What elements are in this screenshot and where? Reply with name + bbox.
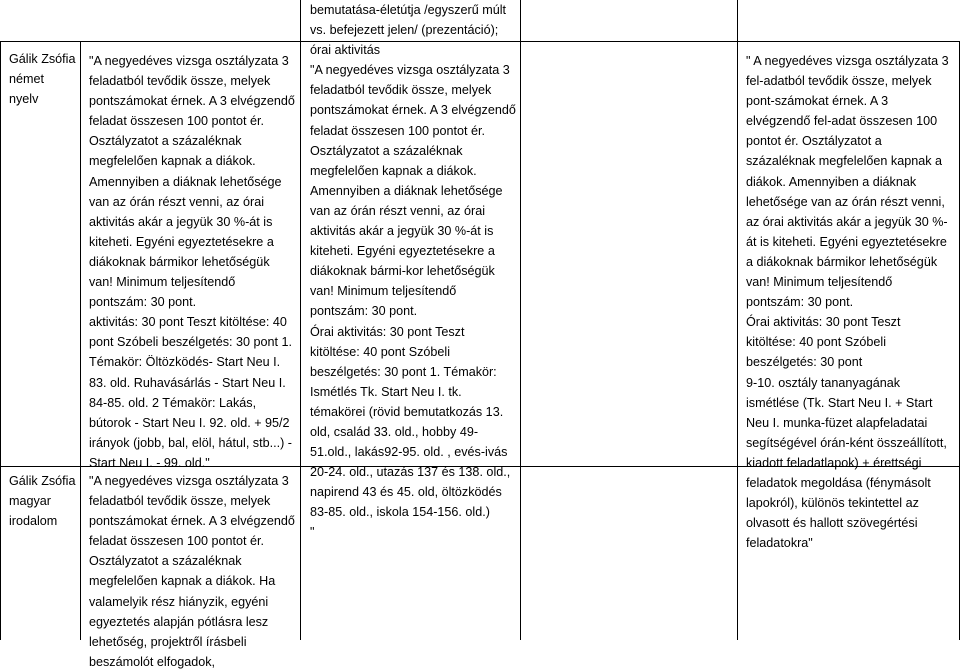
cell-text-line: feladat összesen 100 pontot ér. xyxy=(89,114,265,129)
teacher-name: Gálik Zsófia xyxy=(9,52,76,66)
cell-text-line: " A negyedéves vizsga osztályzata 3 xyxy=(746,54,949,68)
cell-text-line: "A negyedéves vizsga osztályzata 3 xyxy=(310,63,510,78)
exam-description-cell xyxy=(746,51,959,553)
cell-text-line: bútorok - Start Neu I. 92. old. + 95/2 xyxy=(89,415,290,430)
cell-text-line: pontot ér. Osztályzatot a xyxy=(746,134,882,149)
cell-text-line: 83-85. old., iskola 154-156. old.) xyxy=(310,505,490,520)
cell-text-line: pontszám: 30 pont. xyxy=(746,295,854,310)
cell-text-line: feladatból tevődik össze, melyek xyxy=(89,74,271,89)
cell-text-line: Ismétlés Tk. Start Neu I. tk. xyxy=(310,384,462,399)
cell-text-line: Osztályzatot a százaléknak xyxy=(89,554,242,569)
cell-text-line: diákoknak bármi-kor lehetőségük xyxy=(310,264,495,279)
cell-text-line: Amennyiben a diáknak lehetősége xyxy=(310,183,503,198)
cell-text-line: Neu I. munka-füzet alapfeladatai xyxy=(746,415,928,430)
cell-text-line: old, család 33. old., hobby 49- xyxy=(310,424,479,439)
cell-text-line: az órai aktivitás akár a jegyük 30 %- xyxy=(746,214,948,229)
cell-text-line: feladatból tevődik össze, melyek xyxy=(310,83,492,98)
subject-line: nyelv xyxy=(9,92,39,106)
cell-text-line: van az órán részt venni, az órai xyxy=(310,203,486,218)
subject-line: irodalom xyxy=(9,514,58,528)
cell-text-line: órai aktivitás xyxy=(310,43,380,58)
cell-text-line: aktivitás: 30 pont Teszt kitöltése: 40 xyxy=(89,315,287,330)
exam-description-cell xyxy=(89,51,299,473)
cell-text-line: segítségével órán-ként összeállított, xyxy=(746,435,947,450)
cell-text-line: pontszámokat érnek. A 3 elvégzendő xyxy=(89,514,295,529)
cell-text-line: Amennyiben a diáknak lehetősége xyxy=(89,174,282,189)
cell-text-line: lapokról), különös tekintettel az xyxy=(746,496,919,511)
cell-text-line: valamelyik rész hiányzik, egyéni xyxy=(89,594,269,609)
cell-text-line: 9-10. osztály tananyagának xyxy=(746,375,901,390)
cell-text-line: olvasott és hallott szövegértési xyxy=(746,516,918,531)
cell-text-line: Témakör: Öltözködés- Start Neu I. xyxy=(89,355,281,370)
subject-line: magyar xyxy=(9,494,51,508)
cell-text-line: megfelelően kapnak a diákok. xyxy=(310,163,477,178)
cell-text-line: elvégzendő fel-adat összesen 100 xyxy=(746,114,938,129)
exam-description-cell xyxy=(310,0,519,543)
table-rule xyxy=(737,0,738,640)
cell-text-line: pontszámokat érnek. A 3 elvégzendő xyxy=(310,103,516,118)
cell-text-line: kitöltése: 40 pont Szóbeli xyxy=(310,344,451,359)
cell-text-line: van az órán részt venni, az órai xyxy=(89,194,265,209)
cell-text-line: Osztályzatot a százaléknak xyxy=(89,134,242,149)
cell-text-line: feladat összesen 100 pontot ér. xyxy=(310,123,486,138)
teacher-name: Gálik Zsófia xyxy=(9,474,76,488)
cell-text-line: 83. old. Ruhavásárlás - Start Neu I. xyxy=(89,375,286,390)
cell-text-line: aktivitás akár a jegyük 30 %-át is xyxy=(310,224,494,239)
exam-description-cell xyxy=(89,471,299,672)
cell-text-line: "A negyedéves vizsga osztályzata 3 xyxy=(89,474,289,488)
cell-text-line: diákoknak bármikor lehetőségük xyxy=(89,254,270,269)
cell-text-line: Órai aktivitás: 30 pont Teszt xyxy=(310,324,465,339)
cell-text-line: kiteheti. Egyéni egyeztetésekre a xyxy=(310,244,495,259)
cell-text-line: lehetőség, projektről írásbeli xyxy=(89,634,247,649)
cell-text-line: a diákoknak bármikor lehetőségük xyxy=(746,254,938,269)
cell-text-line: diákok. Amennyiben a diáknak xyxy=(746,174,917,189)
cell-text-line: 51.old., lakás92-95. old. , evés-ivás xyxy=(310,445,508,460)
teacher-subject-cell xyxy=(9,49,79,109)
cell-text-line: feladatból tevődik össze, melyek xyxy=(89,494,271,509)
cell-text-line: vs. befejezett jelen/ (prezentáció); xyxy=(310,23,499,38)
cell-text-line: egyeztetés alapján pótlásra lesz xyxy=(89,614,269,629)
cell-text-line: van! Minimum teljesítendő xyxy=(89,275,236,290)
cell-text-line: át is kiteheti. Egyéni egyeztetésekre xyxy=(746,234,947,249)
cell-text-line: pont-számokat érnek. A 3 xyxy=(746,94,889,109)
cell-text-line: feladatok megoldása (fénymásolt xyxy=(746,475,931,490)
cell-text-line: témakörei (rövid bemutatkozás 13. xyxy=(310,404,504,419)
cell-text-line: kiteheti. Egyéni egyeztetésekre a xyxy=(89,234,274,249)
subject-line: német xyxy=(9,72,45,86)
cell-text-line: beszámolót elfogadok, xyxy=(89,654,216,669)
cell-text-line: kitöltése: 40 pont Szóbeli xyxy=(746,335,887,350)
cell-text-line: lehetősége van az órán részt venni, xyxy=(746,194,945,209)
cell-text-line: van! Minimum teljesítendő xyxy=(310,284,457,299)
cell-text-line: Órai aktivitás: 30 pont Teszt xyxy=(746,315,901,330)
cell-text-line: bemutatása-életútja /egyszerű múlt xyxy=(310,3,507,17)
cell-text-line: beszélgetés: 30 pont 1. Témakör: xyxy=(310,364,497,379)
cell-text-line: pont Szóbeli beszélgetés: 30 pont 1. xyxy=(89,335,293,350)
cell-text-line: 20-24. old., utazás 137 és 138. old., xyxy=(310,465,511,480)
cell-text-line: irányok (jobb, bal, elöl, hátul, stb...) - xyxy=(89,435,292,450)
cell-text-line: pontszámokat érnek. A 3 elvégzendő xyxy=(89,94,295,109)
table-rule xyxy=(80,41,81,640)
table-rule xyxy=(520,0,521,640)
cell-text-line: feladatokra" xyxy=(746,536,813,551)
cell-text-line: " xyxy=(310,525,315,540)
cell-text-line: feladat összesen 100 pontot ér. xyxy=(89,534,265,549)
cell-text-line: fel-adatból tevődik össze, melyek xyxy=(746,74,932,89)
table-rule xyxy=(0,41,1,640)
cell-text-line: kiadott feladatlapok) + érettségi xyxy=(746,455,922,470)
cell-text-line: van! Minimum teljesítendő xyxy=(746,275,893,290)
cell-text-line: Start Neu I. - 99. old." xyxy=(89,455,210,470)
cell-text-line: Osztályzatot a százaléknak xyxy=(310,143,463,158)
table-rule xyxy=(300,0,301,640)
cell-text-line: százaléknak megfelelően kapnak a xyxy=(746,154,943,169)
cell-text-line: aktivitás akár a jegyük 30 %-át is xyxy=(89,214,273,229)
cell-text-line: beszélgetés: 30 pont xyxy=(746,355,863,370)
cell-text-line: megfelelően kapnak a diákok. Ha xyxy=(89,574,276,589)
cell-text-line: ismétlése (Tk. Start Neu I. + Start xyxy=(746,395,933,410)
cell-text-line: megfelelően kapnak a diákok. xyxy=(89,154,256,169)
cell-text-line: pontszám: 30 pont. xyxy=(89,295,197,310)
cell-text-line: napirend 43 és 45. old, öltözködés xyxy=(310,485,502,500)
teacher-subject-cell xyxy=(9,471,79,531)
cell-text-line: 84-85. old. 2 Témakör: Lakás, xyxy=(89,395,257,410)
cell-text-line: pontszám: 30 pont. xyxy=(310,304,418,319)
cell-text-line: "A negyedéves vizsga osztályzata 3 xyxy=(89,54,289,68)
